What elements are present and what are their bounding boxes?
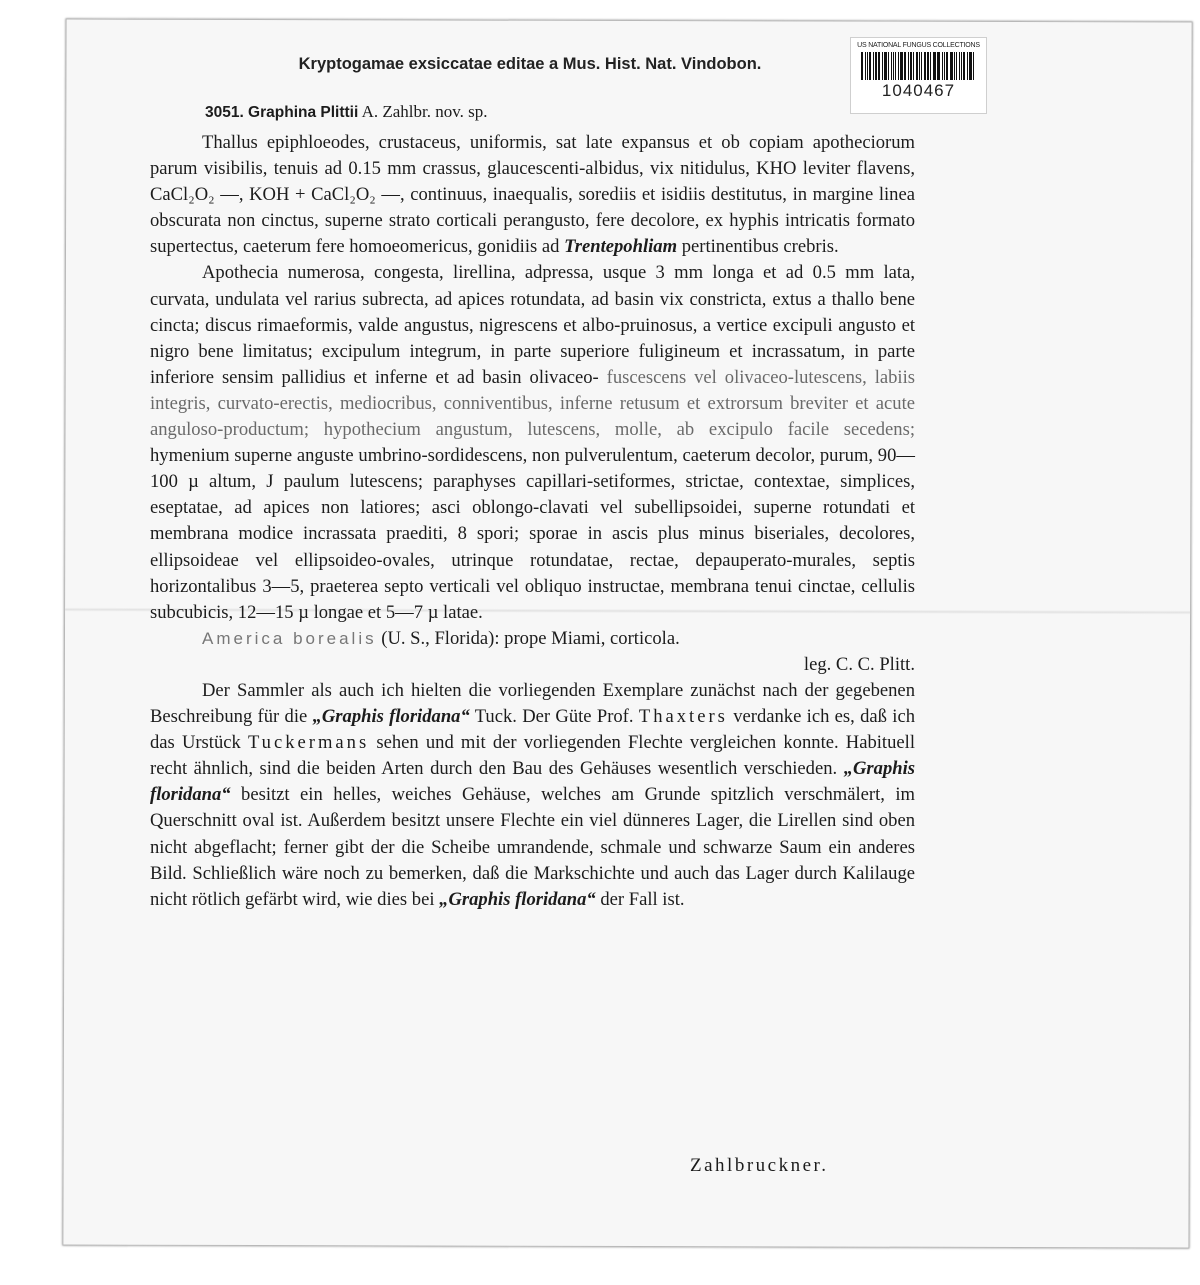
person-name: Thaxters: [638, 706, 728, 728]
species-name: Graphina Plittii: [248, 104, 359, 121]
barcode-stripe: [884, 52, 887, 80]
barcode-stripe: [869, 52, 872, 80]
barcode-institution: US NATIONAL FUNGUS COLLECTIONS: [857, 42, 980, 49]
remarks-text: der Fall ist.: [600, 888, 685, 910]
thallus-text: Thallus epiphloeodes, crustaceus, uniformis, sat late expansus et ob copiam apotheciorum parum visibilis, tenuis ad 0.15 mm crassus, glaucescenti-albidus, vix nitidulus, KHO leviter flavens, CaCl₂O₂ —, KOH + CaCl₂O₂ —, continuus, inaequalis, sorediis et isidiis destitutus, in margine linea obscurata non cinctus, superne strato corticali perangusto, fere decolore, ex hyphis intricatis formato supertectus, caeterum fere homoeomericus, gonidiis ad: [150, 132, 915, 258]
apothecia-text-faded: fuscescens vel olivaceo-lutescens, labiis integris, curvato-erectis, mediocribus, conniventibus, inferne retusum et extrorsum breviter et acute anguloso-productum; hypothecium angustum, lutescens, molle, ab excipulo facile secedens;: [150, 366, 915, 441]
barcode-label: [850, 37, 987, 114]
barcode-stripe: [921, 52, 922, 80]
barcode-stripe: [950, 52, 953, 80]
remarks-text: sehen und mit der vorliegenden Flechte vergleichen konnte. Habituell recht ähnlich, sind die beiden Arten durch den Bau des Gehäuses wesentlich verschieden.: [150, 732, 915, 780]
genus-name: Trentepohliam: [564, 236, 678, 258]
locality-region: America borealis: [202, 628, 377, 648]
barcode-stripe: [891, 52, 892, 80]
apothecia-text-rest: hymenium superne anguste umbrino-sordidescens, non pulverulentum, caeterum decolor, purum, 90—100 µ altum, J paulum lutescens; paraphyses capillari-setiformes, strictae, contextae, simplices, eseptatae, ad apices non latiores; asci oblongo-clavati vel subellipsoidei, superne rotundati et membrana modice incrassata praediti, 8 spori; sporae in ascis plus minus biseriales, decolores, ellipsoideae vel ellipsoideo-ovales, utrinque rotundatae, rectae, depauperato-murales, septis horizontalibus 3—5, praeterea septo verticali vel obliquo instructae, membrana tenui cinctae, cellulis subcubicis, 12—15 µ longae et 5—7 µ latae.: [150, 445, 915, 623]
barcode-stripe: [908, 52, 909, 80]
barcode-stripe: [895, 52, 896, 80]
locality-text: (U. S., Florida): prope Miami, corticola.: [381, 627, 680, 649]
barcode-stripe: [956, 52, 957, 80]
remarks-text: Tuck. Der Güte Prof.: [474, 706, 634, 728]
barcode-bars: [861, 52, 976, 80]
author-signature: Zahlbruckner.: [690, 1155, 829, 1176]
barcode-stripe: [893, 52, 895, 80]
barcode-stripe: [910, 52, 912, 80]
barcode-stripe: [888, 52, 889, 80]
barcode-stripe: [963, 52, 965, 80]
barcode-stripe: [878, 52, 880, 80]
barcode-stripe: [916, 52, 919, 80]
barcode-stripe: [959, 52, 961, 80]
remarks-text: verdanke ich es, daß ich das Urstück: [150, 706, 915, 754]
barcode-stripe: [961, 52, 962, 80]
remarks-text: Der Sammler als auch ich hielten die vorliegenden Exemplare zunächst nach der gegebenen Beschreibung für die: [150, 679, 915, 728]
description-body: [150, 130, 915, 913]
barcode-stripe: [882, 52, 883, 80]
barcode-stripe: [867, 52, 868, 80]
barcode-stripe: [898, 52, 899, 80]
remarks-text: besitzt ein helles, weiches Gehäuse, welches am Grunde spitzlich verschmälert, im Querschnitt oval ist. Außerdem besitzt unsere Flechte ein viel dünneres Lager, die Lirellen sind oben nicht abgeflacht; ferner gibt der die Scheibe umrandende, schmale und schwarze Saum ein anderes Bild. Schließlich wäre noch zu bemerken, daß die Markschichte und auch das Lager durch Kalilauge nicht rötlich gefärbt wird, wie dies bei: [150, 784, 915, 910]
barcode-stripe: [875, 52, 877, 80]
barcode-stripe: [924, 52, 926, 80]
barcode-stripe: [969, 52, 972, 80]
barcode-stripe: [967, 52, 968, 80]
collector-line: leg. C. C. Plitt.: [803, 653, 915, 675]
barcode-stripe: [865, 52, 866, 80]
barcode-stripe: [919, 52, 920, 80]
species-quote: „Graphis floridana“: [312, 706, 470, 728]
exsiccata-number: 3051.: [205, 104, 244, 121]
barcode-stripe: [873, 52, 874, 80]
thallus-text-end: pertinentibus crebris.: [681, 236, 839, 258]
person-name: Tuckermans: [247, 732, 370, 754]
apothecia-paragraph: [150, 260, 915, 625]
thallus-paragraph: [150, 130, 915, 260]
barcode-stripe: [933, 52, 936, 80]
barcode-stripe: [944, 52, 945, 80]
barcode-stripe: [954, 52, 955, 80]
species-quote: „Graphis floridana“: [150, 758, 915, 806]
barcode-stripe: [900, 52, 903, 80]
species-title: [205, 102, 705, 122]
barcode-stripe: [937, 52, 938, 80]
locality-line: [150, 626, 915, 652]
barcode-stripe: [904, 52, 906, 80]
apothecia-text: Apothecia numerosa, congesta, lirellina, adpressa, usque 3 mm longa et ad 0.5 mm lata, curvata, undulata vel rarius subrecta, ad apices rotundata, ad basin vix constricta, extus a thallo bene cincta; discus rimaeformis, valde angustus, nigrescens et albo-pruinosus, a vertice excipuli angusto et nigro bene limitatus; excipulum integrum, in parte superiore fuligineum et incrassatum, in parte inferiore sensim pallidius et inferne et ad basin olivaceo-: [150, 262, 915, 388]
barcode-stripe: [973, 52, 974, 80]
species-quote: „Graphis floridana“: [439, 888, 596, 910]
barcode-stripe: [927, 52, 929, 80]
barcode-stripe: [942, 52, 943, 80]
barcode-stripe: [861, 52, 863, 80]
barcode-number: 1040467: [881, 81, 956, 100]
barcode-stripe: [913, 52, 914, 80]
species-author: A. Zahlbr. nov. sp.: [361, 102, 488, 121]
barcode-stripe: [938, 52, 940, 80]
remarks-paragraph: [150, 678, 915, 913]
barcode-stripe: [930, 52, 931, 80]
barcode-stripe: [946, 52, 948, 80]
collection-header: Kryptogamae exsiccatae editae a Mus. Hist. Nat. Vindobon.: [298, 55, 762, 73]
